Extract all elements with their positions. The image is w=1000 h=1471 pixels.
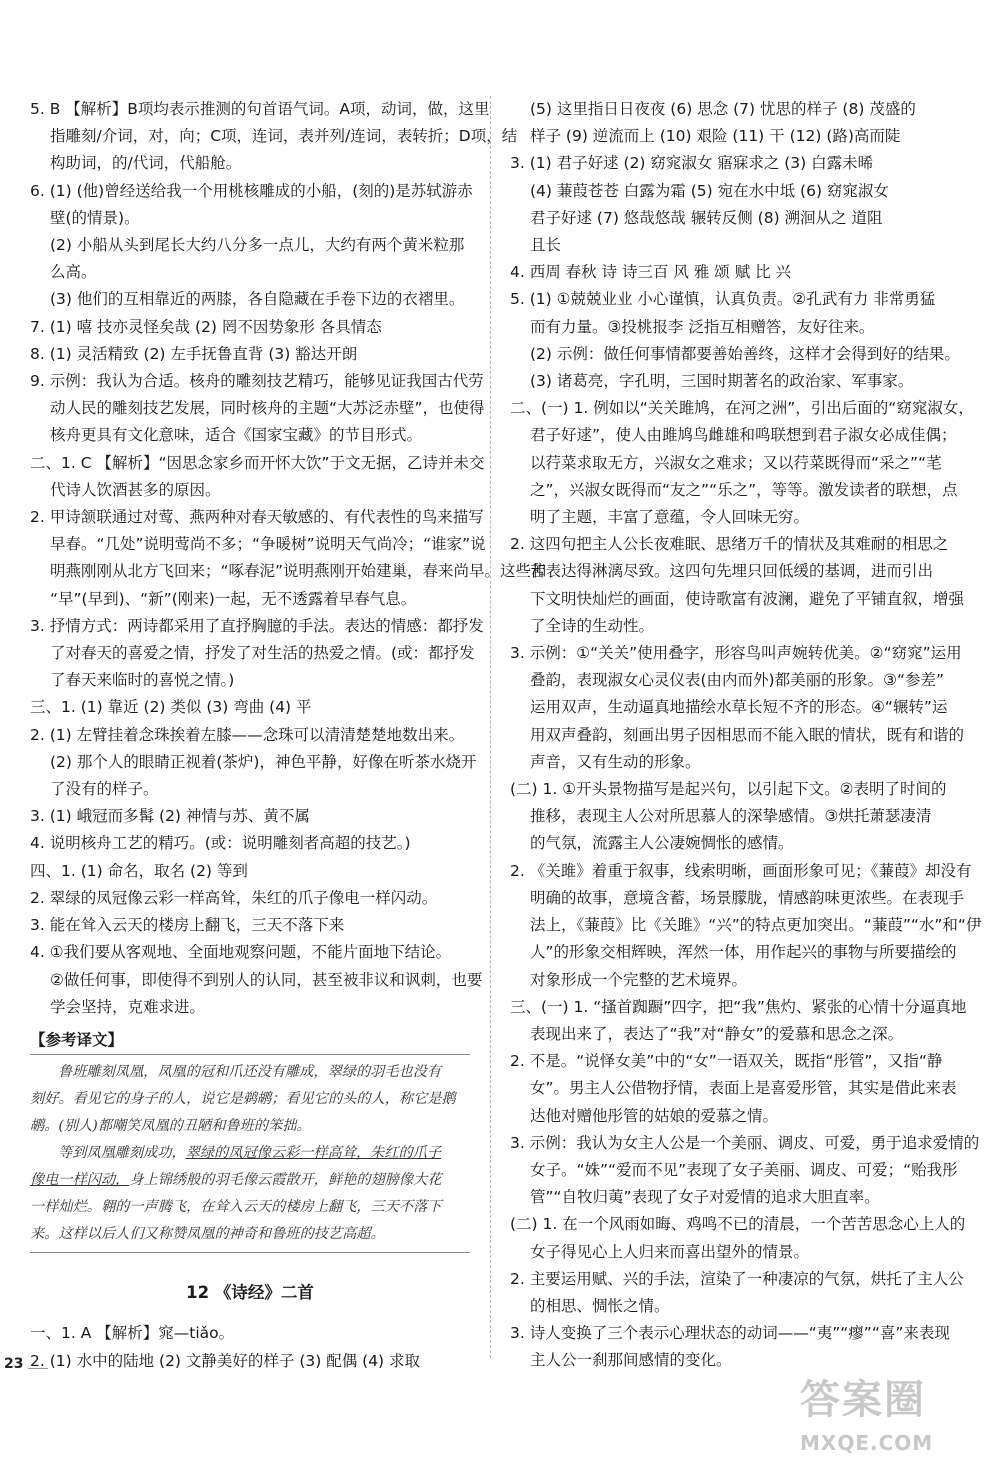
answer-line: 2. (1) 左臂挂着念珠挨着左膝——念珠可以清清楚楚地数出来。 bbox=[30, 725, 465, 744]
answer-line: 3. 抒情方式：两诗都采用了直抒胸臆的手法。表达的情感：都抒发 bbox=[30, 616, 484, 635]
translation-line: 来。这样以后人们又称赞凤凰的神奇和鲁班的技艺高超。 bbox=[30, 1226, 385, 1243]
answer-line: 2. 翠绿的凤冠像云彩一样高耸，朱红的爪子像电一样闪动。 bbox=[30, 888, 438, 907]
answer-line: 管”“自牧归荑”表现了女子对爱情的追求大胆直率。 bbox=[530, 1188, 880, 1207]
answer-line: 的气氛，流露主人公凄婉惆怅的感情。 bbox=[530, 834, 794, 853]
answer-line: 学会坚持，克难求进。 bbox=[50, 997, 206, 1016]
answer-line: 明燕刚刚从北方飞回来；“啄春泥”说明燕刚开始建巢，春来尚早。这些和 bbox=[50, 562, 547, 581]
answer-line: 3. 能在耸入云天的楼房上翻飞，三天不落下来 bbox=[30, 916, 345, 935]
answer-line: 动人民的雕刻技艺发展，同时核舟的主题“大苏泛赤壁”，也使得 bbox=[50, 399, 485, 418]
answer-line: 了全诗的生动性。 bbox=[530, 616, 655, 635]
answer-line: 壁(的情景)。 bbox=[50, 208, 140, 227]
answer-line: 了春天来临时的喜悦之情。) bbox=[50, 671, 235, 690]
answer-line: 3. 诗人变换了三个表示心理状态的动词——“夷”“瘳”“喜”来表现 bbox=[510, 1324, 950, 1343]
answer-line: 2. 主要运用赋、兴的手法，渲染了一种凄凉的气氛，烘托了主人公 bbox=[510, 1269, 964, 1288]
answer-line: 2. 这四句把主人公长夜难眠、思绪万千的情状及其难耐的相思之 bbox=[510, 535, 949, 554]
watermark-title: 答案圈 bbox=[800, 1377, 926, 1423]
answer-line: 代诗人饮酒甚多的原因。 bbox=[50, 480, 221, 499]
answer-line: 8. (1) 灵活精致 (2) 左手抚鲁直背 (3) 豁达开朗 bbox=[30, 344, 358, 363]
translation-block bbox=[30, 1054, 470, 1253]
answer-line: 4. 说明核舟工艺的精巧。(或：说明雕刻者高超的技艺。) bbox=[30, 834, 411, 853]
page-number: 23 bbox=[4, 1356, 24, 1372]
answer-line: 主人公一刹那间感情的变化。 bbox=[530, 1351, 732, 1370]
answer-line: (2) 小船从头到尾长大约八分多一点儿，大约有两个黄米粒那 bbox=[50, 236, 465, 255]
answer-line: 女子。“姝”“爱而不见”表现了女子美丽、调皮、可爱；“贻我彤 bbox=[530, 1160, 958, 1179]
answer-line: 7. (1) 嘻 技亦灵怪矣哉 (2) 罔不因势象形 各具情态 bbox=[30, 317, 382, 336]
translation-heading: 【参考译文】 bbox=[30, 1030, 124, 1049]
chapter-answers bbox=[30, 1320, 470, 1374]
answer-line: 一、1. A 【解析】窕—tiǎo。 bbox=[30, 1324, 235, 1343]
answer-line: (2) 示例：做任何事情都要善始善终，这样才会得到好的结果。 bbox=[530, 344, 960, 363]
answer-line: 2. (1) 水中的陆地 (2) 文静美好的样子 (3) 配偶 (4) 求取 bbox=[30, 1351, 421, 1370]
translation-segment: 身上锦绣般的羽毛像云霞散开，鲜艳的翅膀像大花 bbox=[129, 1172, 442, 1189]
answer-line: 以荇菜求取无方，兴淑女之难求；又以荇菜既得而“采之”“芼 bbox=[530, 453, 942, 472]
answer-line: 下文明快灿烂的画面，使诗歌富有波澜，避免了平铺直叙，增强 bbox=[530, 589, 965, 608]
answer-line: 君子好逑 (7) 悠哉悠哉 辗转反侧 (8) 溯洄从之 道阻 bbox=[530, 208, 883, 227]
answer-line: (3) 诸葛亮，字孔明，三国时期著名的政治家、军事家。 bbox=[530, 372, 914, 391]
answer-line: (5) 这里指日日夜夜 (6) 思念 (7) 忧思的样子 (8) 茂盛的 bbox=[530, 100, 916, 118]
answer-line: 女子得见心上人归来而喜出望外的情景。 bbox=[530, 1242, 810, 1261]
answer-line: 声音，又有生动的形象。 bbox=[530, 752, 701, 771]
answer-line: 核舟更具有文化意味，适合《国家宝藏》的节目形式。 bbox=[50, 426, 423, 445]
answer-line: (3) 他们的互相靠近的两膝，各自隐藏在手卷下边的衣褶里。 bbox=[50, 290, 465, 309]
answer-line: 4. ①我们要从客观地、全面地观察问题，不能片面地下结论。 bbox=[30, 943, 452, 962]
translation-underlined: 翠绿的凤冠像云彩一样高耸，朱红的爪子 bbox=[185, 1145, 442, 1162]
answer-line: 明了主题，丰富了意蕴，令人回味无穷。 bbox=[530, 508, 810, 527]
translation-underlined: 像电一样闪动， bbox=[30, 1172, 130, 1189]
answer-line: 了没有的样子。 bbox=[50, 780, 159, 799]
answer-line: 运用双声，生动逼真地描绘水草长短不齐的形态。④“辗转”运 bbox=[530, 698, 948, 717]
answer-line: (二) 1. 在一个风雨如晦、鸡鸣不已的清晨，一个苦苦思念心上人的 bbox=[510, 1215, 966, 1234]
watermark-logo bbox=[800, 1368, 980, 1464]
column-divider bbox=[490, 96, 491, 1358]
answer-line: 4. 西周 春秋 诗 诗三百 风 雅 颂 赋 比 兴 bbox=[510, 263, 792, 282]
answer-line: 之”，兴淑女既得而“友之”“乐之”，等等。激发读者的联想，点 bbox=[530, 480, 958, 499]
translation-segment: 等到凤凰雕刻成功， bbox=[58, 1145, 186, 1162]
answer-line: 么高。 bbox=[50, 263, 97, 282]
answer-line: 二、(一) 1. 例如以“关关雎鸠，在河之洲”，引出后面的“窈窕淑女， bbox=[510, 399, 974, 418]
answer-line: 人”的形象交相辉映，浑然一体，用作起兴的事物与所要描绘的 bbox=[530, 943, 957, 962]
answer-line: 2. 《关雎》着重于叙事，线索明晰，画面形象可见；《蒹葭》却没有 bbox=[510, 861, 972, 880]
answer-line: 君子好逑”，使人由雎鸠鸟雌雄和鸣联想到君子淑女必成佳偶； bbox=[530, 426, 957, 445]
answer-line: 苦表达得淋漓尽致。这四句先埋只回低缓的基调，进而引出 bbox=[530, 562, 934, 581]
translation-line bbox=[30, 1167, 470, 1194]
answer-line: 5. (1) ①兢兢业业 小心谨慎，认真负责。②孔武有力 非常勇猛 bbox=[510, 290, 936, 309]
answer-line: (二) 1. ①开头景物描写是起兴句，以引起下文。②表明了时间的 bbox=[510, 780, 947, 799]
answer-line: 法上，《蒹葭》比《关雎》“兴”的特点更加突出。“蒹葭”“水”和“伊 bbox=[530, 916, 982, 935]
chapter-title: 12 《诗经》二首 bbox=[186, 1283, 314, 1303]
translation-line: 鹕。(别人)都嘲笑凤凰的丑陋和鲁班的笨拙。 bbox=[30, 1118, 311, 1135]
answer-line: 的相思、惆怅之情。 bbox=[530, 1296, 670, 1315]
answer-line: 2. 甲诗颔联通过对莺、燕两种对春天敏感的、有代表性的鸟来描写 bbox=[30, 508, 484, 527]
answer-line: 3. 示例：我认为女主人公是一个美丽、调皮、可爱，勇于追求爱情的 bbox=[510, 1133, 980, 1152]
answer-line: 3. 示例：①“关关”使用叠字，形容鸟叫声婉转优美。②“窈窕”运用 bbox=[510, 644, 962, 663]
translation-line bbox=[30, 1140, 470, 1167]
translation-line: 鲁班雕刻凤凰，凤凰的冠和爪还没有雕成，翠绿的羽毛也没有 bbox=[58, 1064, 442, 1081]
answer-line: 明确的故事，意境含蓄，场景朦胧，情感韵味更浓些。在表现手 bbox=[530, 888, 965, 907]
answer-line: 推移，表现主人公对所思慕人的深挚感情。③烘托萧瑟凄清 bbox=[530, 807, 932, 826]
answer-line: 对象形成一个完整的艺术境界。 bbox=[530, 970, 748, 989]
answer-line: 构助词，的/代词，代船舱。 bbox=[50, 154, 242, 173]
answer-line: 表现出来了，表达了“我”对“静女”的爱慕和思念之深。 bbox=[530, 1024, 904, 1043]
answer-line: 三、(一) 1. “搔首踟蹰”四字，把“我”焦灼、紧张的心情十分逼真地 bbox=[510, 997, 967, 1016]
right-answers bbox=[510, 96, 982, 1375]
answer-line: 3. (1) 君子好逑 (2) 窈窕淑女 寤寐求之 (3) 白露未晞 bbox=[510, 154, 874, 173]
translation-line: 刻好。看见它的身子的人，说它是鹈鹕；看见它的头的人，称它是鹅 bbox=[30, 1091, 456, 1108]
answer-line: (2) 那个人的眼睛正视着(茶炉)，神色平静，好像在听茶水烧开 bbox=[50, 752, 477, 771]
answer-line: 2. 不是。“说怿女美”中的“女”一语双关，既指“彤管”，又指“静 bbox=[510, 1052, 943, 1071]
answer-line: 二、1. C 【解析】“因思念家乡而开怀大饮”于文无据，乙诗并未交 bbox=[30, 453, 485, 472]
answer-line: ②做任何事，即使得不到别人的认同，甚至被非议和讽刺，也要 bbox=[50, 970, 483, 989]
answer-line: (4) 蒹葭苍苍 白露为霜 (5) 宛在水中坻 (6) 窈窕淑女 bbox=[530, 181, 889, 200]
answer-line: “早”(早到)、“新”(刚来)一起，无不透露着早春气息。 bbox=[50, 589, 417, 608]
watermark-url: MXQE.COM bbox=[800, 1431, 934, 1455]
answer-line: 且长 bbox=[530, 236, 562, 255]
answer-line: 三、1. (1) 靠近 (2) 类似 (3) 弯曲 (4) 平 bbox=[30, 698, 312, 717]
answer-line: 而有力量。③投桃报李 泛指互相赠答，友好往来。 bbox=[530, 317, 875, 336]
answer-line: 3. (1) 峨冠而多髯 (2) 神情与苏、黄不属 bbox=[30, 807, 310, 826]
answer-line: 达他对赠他彤管的姑娘的爱慕之情。 bbox=[530, 1106, 779, 1125]
answer-line: 5. B 【解析】B项均表示推测的句首语气词。A项，动词，做，这里 bbox=[30, 100, 490, 118]
answer-line: 样子 (9) 逆流而上 (10) 艰险 (11) 干 (12) (路)高而陡 bbox=[530, 127, 901, 146]
answer-line: 6. (1) (他)曾经送给我一个用桃核雕成的小船，(刻的)是苏轼游赤 bbox=[30, 181, 473, 200]
translation-line: 一样灿烂。翱的一声腾飞，在耸入云天的楼房上翻飞，三天不落下 bbox=[30, 1199, 442, 1216]
right-column bbox=[510, 96, 982, 1375]
answer-line: 早春。“几处”说明莺尚不多；“争暖树”说明天气尚冷；“谁家”说 bbox=[50, 535, 486, 554]
answer-line: 指雕刻/介词，对，向；C项，连词，表并列/连词，表转折；D项，结 bbox=[50, 127, 518, 146]
answer-line: 9. 示例：我认为合适。核舟的雕刻技艺精巧，能够见证我国古代劳 bbox=[30, 372, 484, 391]
page-number-rule bbox=[28, 1368, 48, 1369]
answer-line: 女”。男主人公借物抒情，表面上是喜爱彤管，其实是借此来表 bbox=[530, 1079, 957, 1098]
answer-line: 了对春天的喜爱之情，抒发了对生活的热爱之情。(或：都抒发 bbox=[50, 644, 475, 663]
answer-line: 叠韵，表现淑女心灵仪表(由内而外)都美丽的形象。③“参差” bbox=[530, 671, 945, 690]
answer-line: 四、1. (1) 命名，取名 (2) 等到 bbox=[30, 861, 248, 880]
answer-line: 用双声叠韵，刻画出男子因相思而不能入眠的情状，既有和谐的 bbox=[530, 725, 965, 744]
